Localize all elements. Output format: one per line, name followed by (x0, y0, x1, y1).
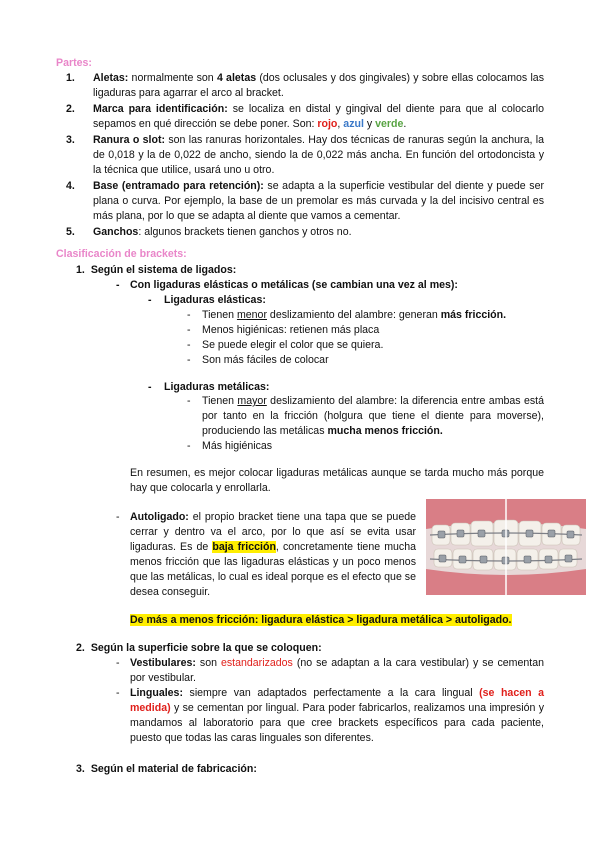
subsection-title-material: 3. Según el material de fabricación: (76, 763, 257, 775)
linguales-item: - Linguales: siempre van adaptados perfectamente a la cara lingual (se hacen a medida) y se cementan por lingual. Para poder fabricarlos, realizamos una impresión y mandamos al laboratorio para que cree brackets específicos para cada paciente, puesto que todas las caras linguales son diferentes. (116, 687, 544, 744)
ligaduras-elasticas-title: - Ligaduras elásticas: (148, 294, 266, 306)
list-item: 5. Ganchos: algunos brackets tienen ganchos y otros no. (66, 226, 352, 238)
elasticas-bullet: - Menos higiénicas: retienen más placa (187, 324, 380, 336)
list-item: 1. Aletas: normalmente son 4 aletas (dos oclusales y dos gingivales) y sobre ellas colocamos las ligaduras para agarrar el arco al bracket. (66, 72, 544, 99)
section-heading-clasificacion: Clasificación de brackets: (56, 248, 187, 260)
friccion-order-highlight: De más a menos fricción: ligadura elástica > ligadura metálica > autoligado. (130, 614, 512, 626)
vestibulares-item: - Vestibulares: son estandarizados (no se adaptan a la cara vestibular) y se cementan por vestibular. (116, 657, 544, 684)
elasticas-bullet: - Son más fáciles de colocar (187, 354, 329, 366)
elasticas-bullet: - Se puede elegir el color que se quiera. (187, 339, 384, 351)
elasticas-bullet: - Tienen menor deslizamiento del alambre: generan más fricción. (187, 309, 507, 321)
ligaduras-metalicas-title: - Ligaduras metálicas: (148, 381, 270, 393)
list-item: 4. Base (entramado para retención): se adapta a la superficie vestibular del diente y puede ser plana o curva. Por ejemplo, la base de un premolar es más curvada y la del incisivo central es más plana, por lo que se adapta al diente que vamos a cementar. (66, 180, 544, 222)
subsection-title-ligados: 1. Según el sistema de ligados: (76, 264, 237, 276)
metalicas-bullet: - Más higiénicas (187, 440, 273, 452)
section-heading-partes: Partes: (56, 57, 92, 69)
braces-photo (426, 499, 586, 595)
autoligado-item: - Autoligado: el propio bracket tiene una tapa que se puede cerrar y dentro va el arco, por lo que así se evita usar ligaduras. Es de baja fricción, concretamente tiene mucha menos fricción que las ligaduras elásticas y un poco menos que las metálicas, lo cual es ideal porque es el efecto que se desea conseguir. (116, 511, 416, 598)
resumen-paragraph: En resumen, es mejor colocar ligaduras metálicas aunque se tarda mucho más porque hay que colocarla y enrollarla. (130, 467, 544, 494)
list-item: 2. Marca para identificación: se localiza en distal y gingival del diente para que al colocarlo sepamos en qué dirección se debe poner. Son: rojo, azul y verde. (66, 103, 545, 130)
braces-photo-illustration (426, 499, 586, 595)
con-ligaduras-item: - Con ligaduras elásticas o metálicas (se cambian una vez al mes): (116, 279, 458, 291)
list-item: 3. Ranura o slot: son las ranuras horizontales. Hay dos técnicas de ranuras según la anchura, la de 0,018 y la de 0,022 de ancho, siendo la de 0,022 más ancha. En función del ortodoncista y la técnica que utilice, usará uno u otro. (66, 134, 545, 176)
metalicas-bullet: - Tienen mayor deslizamiento del alambre: la diferencia entre ambas está por tanto en la fricción (holgura que tiene el diente para moverse), produciendo las metálicas mucha menos fricción. (187, 395, 544, 437)
subsection-title-superficie: 2. Según la superficie sobre la que se coloquen: (76, 642, 322, 654)
partes-list (66, 71, 544, 240)
